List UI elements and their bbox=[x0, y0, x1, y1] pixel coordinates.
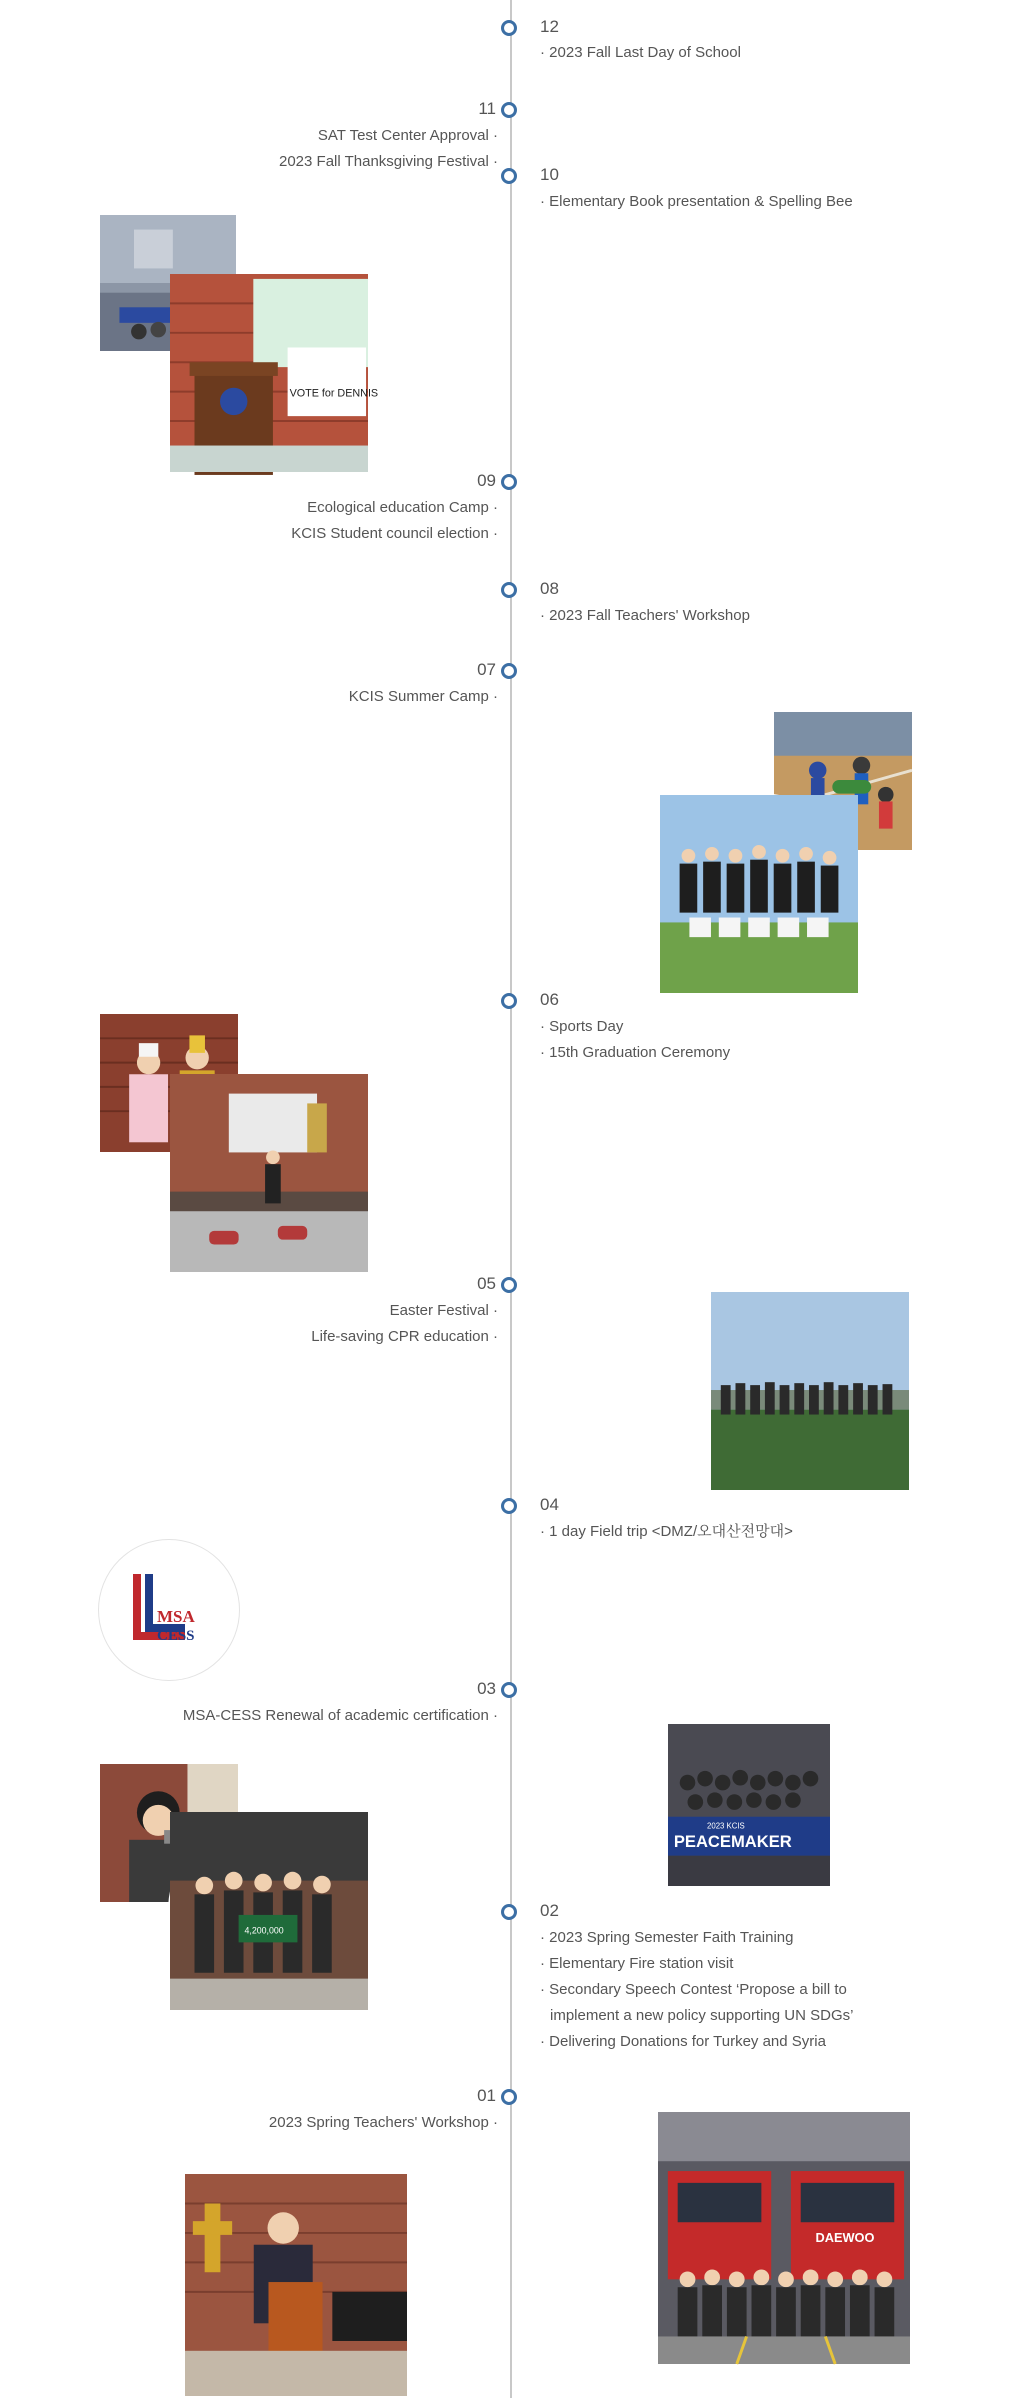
msa-cess-logo bbox=[98, 1539, 240, 1681]
event-list-07 bbox=[58, 684, 498, 710]
event-item: Life-saving CPR education · bbox=[311, 1328, 498, 1345]
month-label-07: 07 bbox=[477, 660, 496, 679]
timeline-node-03 bbox=[501, 1682, 517, 1698]
event-list-04 bbox=[540, 1519, 960, 1545]
cpr-education-photo bbox=[168, 1072, 370, 1274]
timeline-node-01 bbox=[501, 2089, 517, 2105]
event-list-05 bbox=[58, 1298, 498, 1350]
donation-photo bbox=[168, 1810, 370, 2012]
event-item: · 2023 Spring Semester Faith Training bbox=[540, 1929, 794, 1946]
event-list-11 bbox=[58, 123, 498, 175]
event-item: KCIS Student council election · bbox=[291, 525, 498, 542]
timeline-node-08 bbox=[501, 582, 517, 598]
event-item: · Delivering Donations for Turkey and Syria bbox=[540, 2033, 826, 2050]
event-item: KCIS Summer Camp · bbox=[348, 688, 498, 705]
month-label-01: 01 bbox=[477, 2086, 496, 2105]
daewoo-truck-text: DAEWOO bbox=[815, 2229, 875, 2245]
timeline-node-02 bbox=[501, 1904, 517, 1920]
event-item: · 1 day Field trip <DMZ/오대산전망대> bbox=[540, 1523, 793, 1540]
timeline-node-04 bbox=[501, 1498, 517, 1514]
peacemaker-year-text: 2023 KCIS bbox=[707, 1821, 745, 1831]
graduation-ceremony-photo bbox=[658, 793, 860, 995]
month-label-11: 11 bbox=[478, 99, 496, 118]
fire-station-photo bbox=[656, 2110, 912, 2366]
timeline-node-11 bbox=[501, 102, 517, 118]
donation-amount-text: 4,200,000 bbox=[244, 1925, 284, 1936]
timeline-node-05 bbox=[501, 1277, 517, 1293]
month-label-04: 04 bbox=[540, 1495, 559, 1514]
event-item: Easter Festival · bbox=[389, 1302, 498, 1319]
event-item: · Elementary Fire station visit bbox=[540, 1955, 734, 1972]
month-label-06: 06 bbox=[540, 990, 559, 1009]
month-label-08: 08 bbox=[540, 579, 559, 598]
event-list-01 bbox=[58, 2110, 498, 2136]
logo-text-top: MSA bbox=[157, 1607, 195, 1626]
event-item: Ecological education Camp · bbox=[307, 499, 498, 516]
teachers-workshop-photo bbox=[183, 2172, 409, 2398]
event-item: MSA-CESS Renewal of academic certification · bbox=[182, 1707, 498, 1724]
event-list-03 bbox=[58, 1703, 498, 1729]
faith-training-photo bbox=[666, 1722, 832, 1888]
event-item: · 15th Graduation Ceremony bbox=[540, 1044, 731, 1061]
event-item: · Secondary Speech Contest ‘Propose a bill to implement a new policy supporting UN SDGs’ bbox=[540, 1981, 854, 2024]
student-council-podium-photo bbox=[168, 272, 379, 474]
event-list-06 bbox=[540, 1014, 960, 1066]
event-list-12 bbox=[540, 40, 960, 66]
timeline-node-10 bbox=[501, 168, 517, 184]
month-label-02: 02 bbox=[540, 1901, 559, 1920]
event-item: · Sports Day bbox=[540, 1018, 624, 1035]
peacemaker-banner-text: PEACEMAKER bbox=[673, 1831, 792, 1851]
month-label-03: 03 bbox=[477, 1679, 496, 1698]
timeline-node-12 bbox=[501, 20, 517, 36]
field-trip-photo bbox=[709, 1290, 911, 1492]
logo-text-bottom: CESS bbox=[157, 1628, 195, 1644]
event-item: · Elementary Book presentation & Spelling Bee bbox=[540, 193, 853, 210]
timeline-node-07 bbox=[501, 663, 517, 679]
timeline-line bbox=[510, 0, 512, 2398]
event-item: SAT Test Center Approval · bbox=[317, 127, 498, 144]
month-label-12: 12 bbox=[540, 17, 559, 36]
event-item: 2023 Fall Thanksgiving Festival · bbox=[279, 153, 498, 170]
event-item: 2023 Spring Teachers' Workshop · bbox=[268, 2114, 498, 2131]
event-list-09 bbox=[58, 495, 498, 547]
event-list-02 bbox=[540, 1925, 920, 2055]
month-label-09: 09 bbox=[477, 471, 496, 490]
month-label-05: 05 bbox=[477, 1274, 496, 1293]
event-item: · 2023 Fall Teachers' Workshop bbox=[540, 607, 750, 624]
timeline-node-06 bbox=[501, 993, 517, 1009]
event-item: · 2023 Fall Last Day of School bbox=[540, 44, 741, 61]
vote-banner-text: VOTE for DENNIS bbox=[289, 387, 379, 400]
month-label-10: 10 bbox=[540, 165, 559, 184]
timeline-node-09 bbox=[501, 474, 517, 490]
event-list-10 bbox=[540, 189, 960, 215]
event-list-08 bbox=[540, 603, 960, 629]
